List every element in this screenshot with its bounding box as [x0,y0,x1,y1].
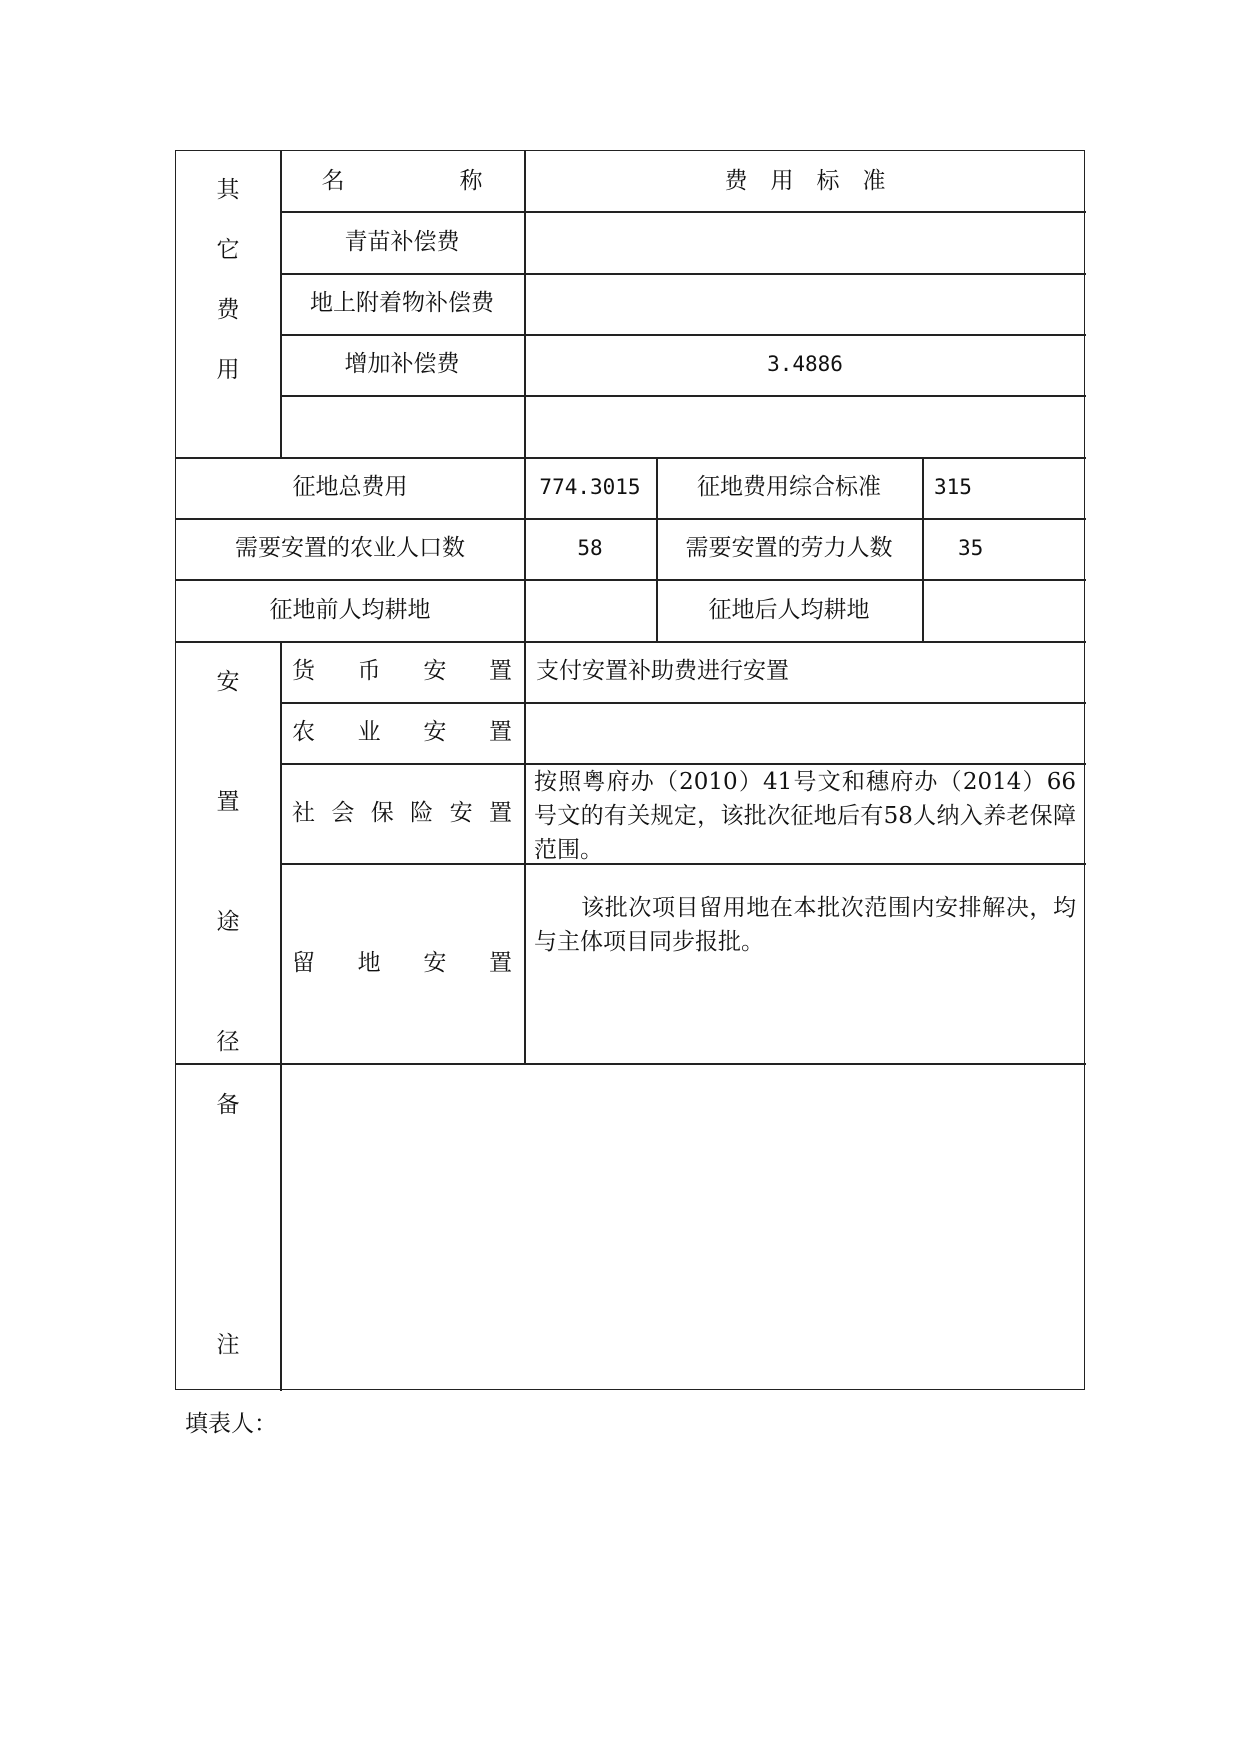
resettlement-side-char: 安 [216,669,240,695]
agri-population-value: 58 [577,535,603,560]
farmland-after-value [922,579,1086,641]
fee-row-name: 增加补偿费 [344,351,460,378]
labor-count-value: 35 [958,535,984,560]
label-char: 地 [357,949,381,976]
remarks-content[interactable] [280,1071,1086,1381]
composite-standard-value: 315 [934,474,972,499]
fee-row-name [280,395,524,457]
other-fees-side-char: 费 [216,297,240,323]
name-column-header [280,151,524,211]
remarks-side-char: 备 [216,1092,240,1118]
resettlement-reserved-land-content: 该批次项目留用地在本批次范围内安排解决，均与主体项目同步报批。 [534,895,1076,955]
resettlement-side-char: 径 [216,1029,240,1055]
standard-column-header [524,151,1086,211]
labor-count-label: 需要安置的劳力人数 [685,535,893,562]
label-char: 业 [357,719,381,746]
resettlement-type-agricultural [280,702,524,763]
label-char: 安 [423,949,447,976]
resettlement-type-reserved-land [280,863,524,1063]
resettlement-monetary-content: 支付安置补助费进行安置 [536,658,789,685]
label-char: 币 [357,658,381,685]
agri-population-label: 需要安置的农业人口数 [235,535,465,562]
remarks-side-char: 注 [216,1332,240,1358]
fee-row-value: 3.4886 [767,351,843,376]
resettlement-type-social-insurance [280,763,524,863]
composite-standard-label: 征地费用综合标准 [697,474,881,501]
other-fees-side-char: 其 [216,177,240,203]
label-char: 保 [370,799,394,826]
total-fee-label: 征地总费用 [292,474,408,501]
resettlement-side-char: 途 [216,909,240,935]
label-char: 置 [488,658,512,685]
resettlement-side-char: 置 [216,789,240,815]
label-char: 安 [449,799,473,826]
label-char: 农 [292,719,315,746]
resettlement-type-monetary [280,641,524,702]
label-char: 安 [423,658,447,685]
land-acquisition-form [175,150,1085,1390]
farmland-after-label: 征地后人均耕地 [708,596,870,623]
form-filler-label: 填表人： [185,1411,277,1437]
fee-row-name: 地上附着物补偿费 [310,290,494,317]
label-char: 安 [423,719,447,746]
label-char: 货 [292,658,315,685]
fee-row-name: 青苗补偿费 [344,228,460,255]
fee-row-value [524,395,1086,457]
label-char: 置 [488,949,512,976]
total-fee-value: 774.3015 [539,474,641,499]
name-column-header-label: 名 称 [321,167,483,194]
other-fees-side-char: 它 [216,237,240,263]
label-char: 险 [410,799,434,826]
farmland-before-label: 征地前人均耕地 [269,596,431,623]
fee-row-value [524,273,1086,334]
label-char: 社 [292,799,315,826]
other-fees-side-char: 用 [216,357,240,383]
label-char: 置 [488,799,512,826]
label-char: 会 [331,799,355,826]
standard-column-header-label: 费 用 标 准 [724,167,886,194]
label-char: 留 [292,949,315,976]
resettlement-social-insurance-content: 按照粤府办（2010）41号文和穗府办（2014）66号文的有关规定，该批次征地后有58人纳入养老保障范围。 [534,769,1076,863]
fee-row-value [524,211,1086,273]
resettlement-agricultural-content [524,702,1086,763]
farmland-before-value [524,579,656,641]
label-char: 置 [488,719,512,746]
